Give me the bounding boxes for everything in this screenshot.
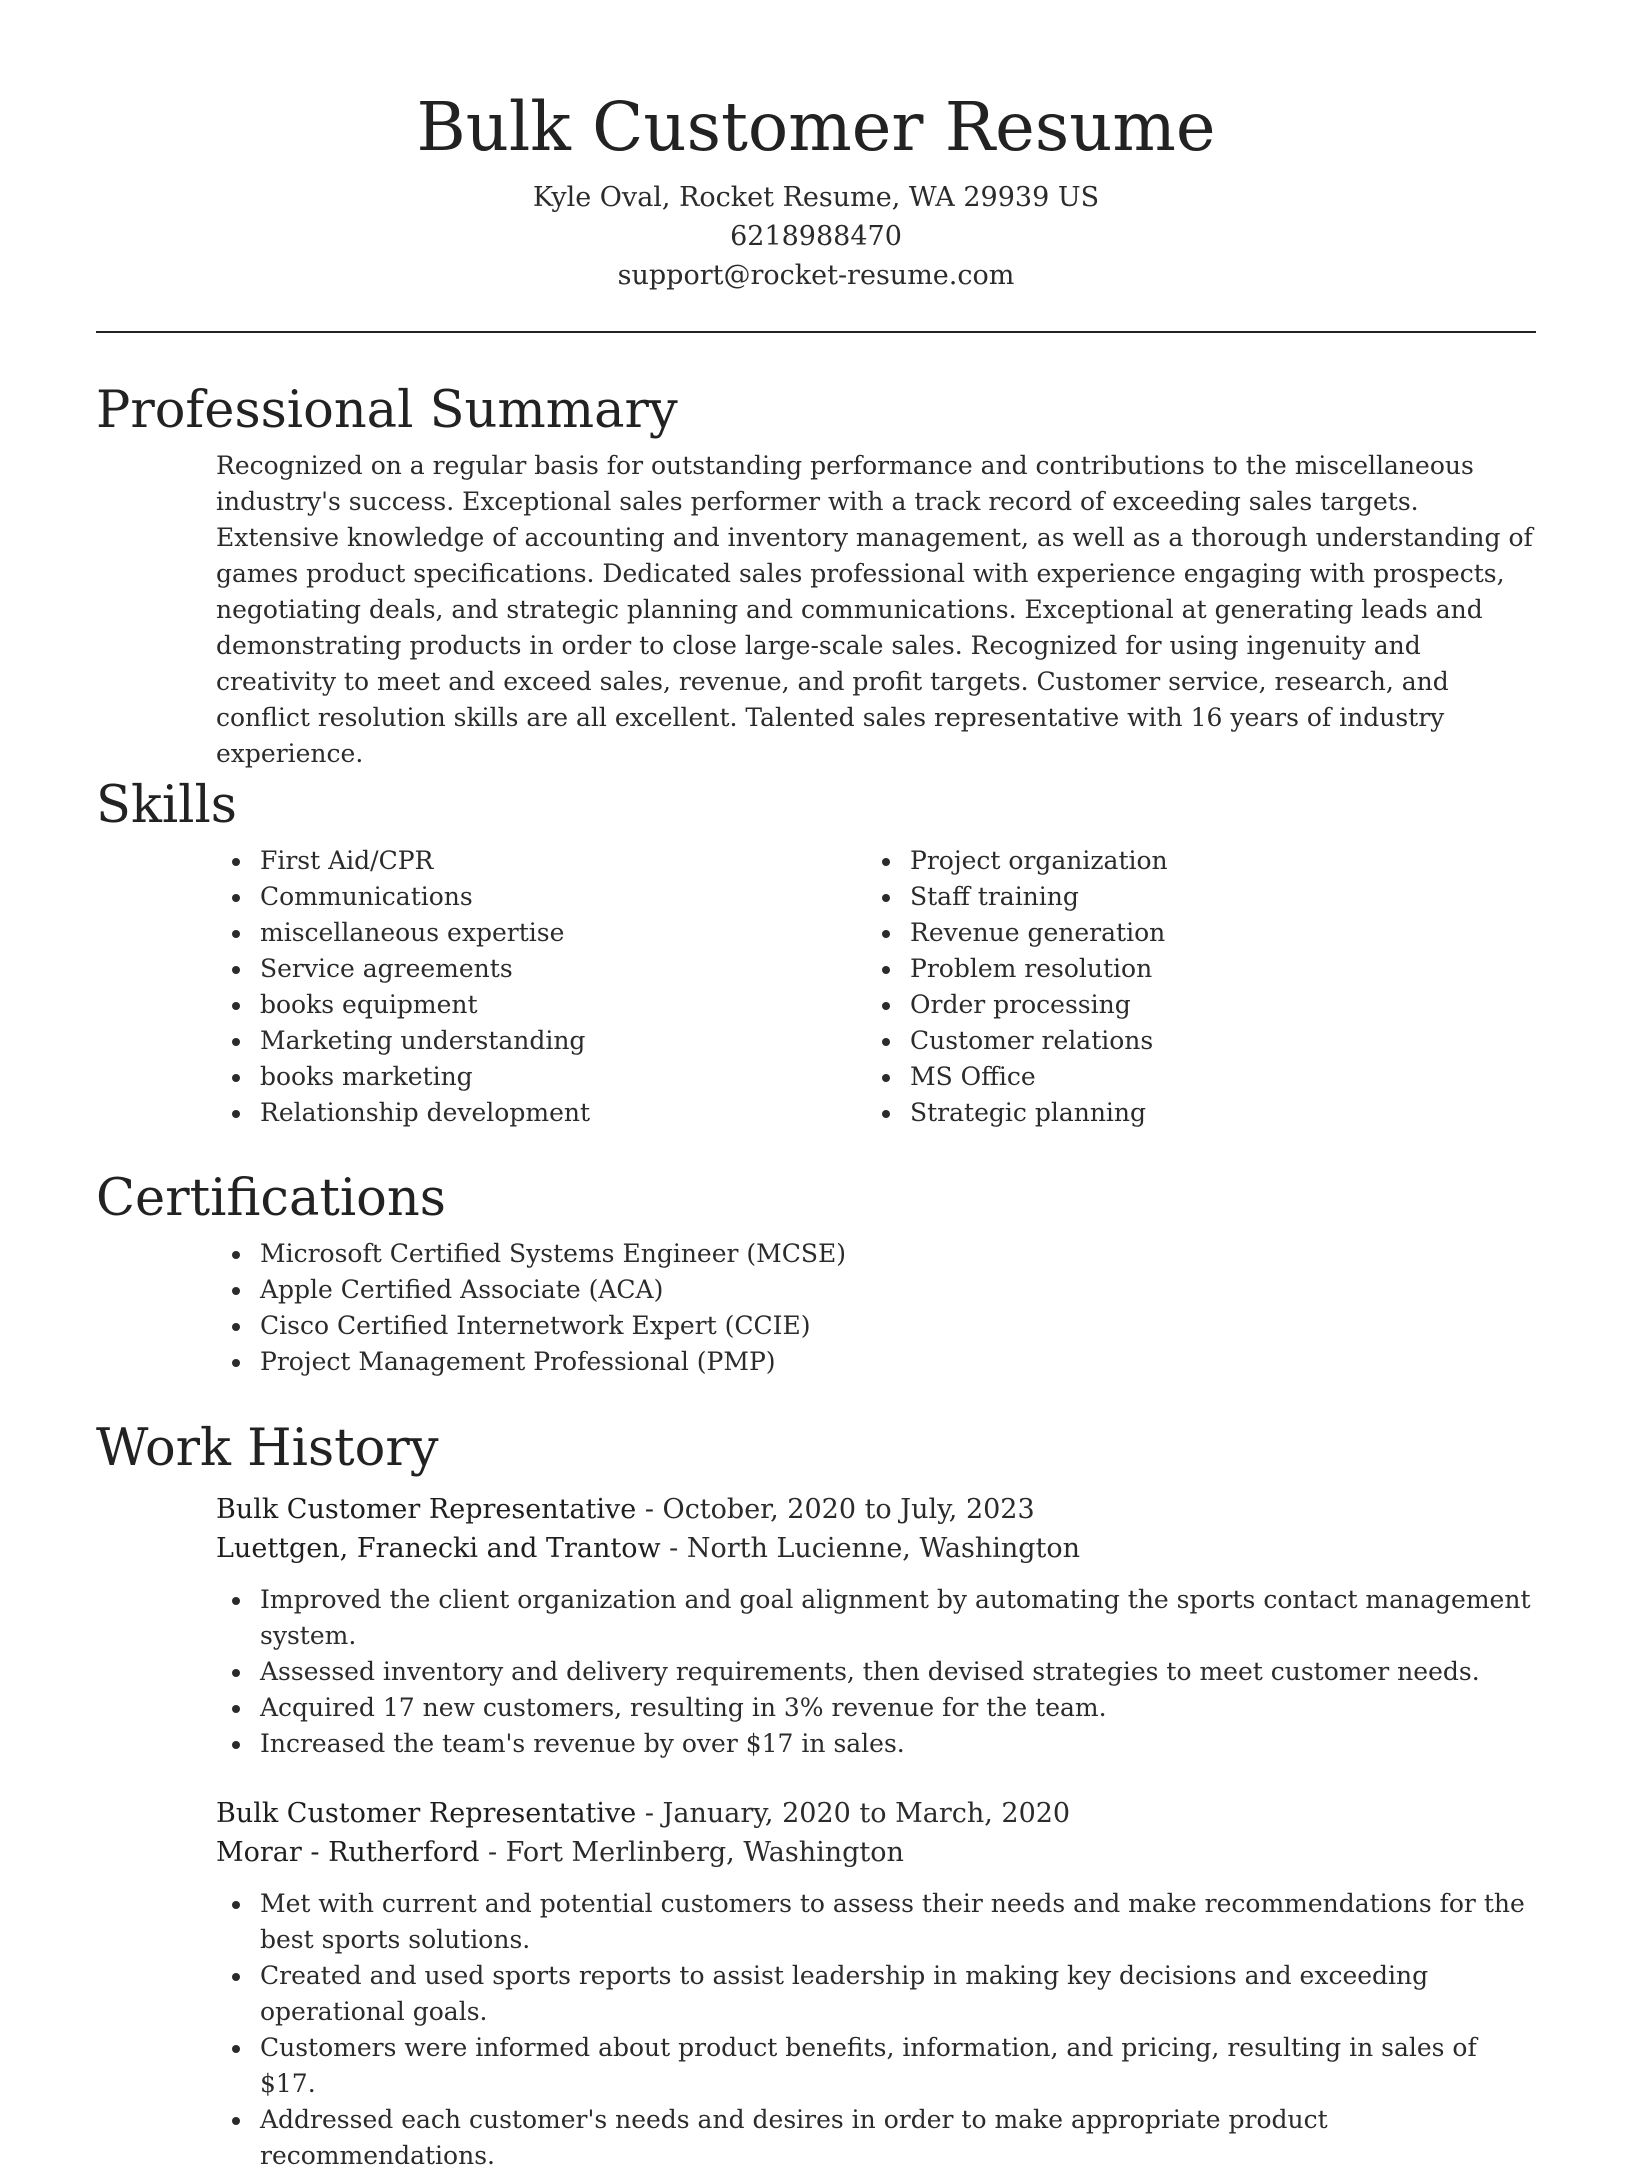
summary-text: Recognized on a regular basis for outstanding performance and contributions to the miscellaneous industry's success. Exceptional sales performer with a track record of exceeding sales targets. Extensive knowledge of accounting and inventory management, as well as a thorough understanding of games product specifications. Dedicated sales professional with experience engaging with prospects, negotiating deals, and strategic planning and communications. Exceptional at generating leads and demonstrating products in order to close large-scale sales. Recognized for using ingenuity and creativity to meet and exceed sales, revenue, and profit targets. Customer service, research, and conflict resolution skills are all excellent. Talented sales representative with 16 years of industry experience. bbox=[216, 451, 1533, 768]
skills-column-left bbox=[216, 843, 866, 1131]
summary-section bbox=[96, 378, 1536, 772]
list-item: Acquired 17 new customers, resulting in 3% revenue for the team. bbox=[216, 1690, 1536, 1726]
job-entry bbox=[216, 1794, 1536, 2174]
certifications-section bbox=[96, 1166, 1536, 1380]
job-dates: - January, 2020 to March, 2020 bbox=[636, 1798, 1071, 1829]
list-item: Increased the team's revenue by over $17 in sales. bbox=[216, 1726, 1536, 1762]
skills-column-right bbox=[866, 843, 1516, 1131]
job-location: - Fort Merlinberg, Washington bbox=[479, 1837, 904, 1868]
list-item: Problem resolution bbox=[866, 951, 1516, 987]
job-role: Bulk Customer Representative bbox=[216, 1494, 637, 1525]
list-item: Microsoft Certified Systems Engineer (MCSE) bbox=[216, 1236, 1536, 1272]
certifications-heading: Certifications bbox=[96, 1169, 446, 1228]
page-title: Bulk Customer Resume bbox=[416, 88, 1216, 166]
contact-email: support@rocket-resume.com bbox=[617, 260, 1015, 291]
contact-block bbox=[96, 178, 1536, 295]
list-item: Communications bbox=[216, 879, 866, 915]
list-item: Customer relations bbox=[866, 1023, 1516, 1059]
list-item: books marketing bbox=[216, 1059, 866, 1095]
list-item: Cisco Certified Internetwork Expert (CCIE) bbox=[216, 1308, 1536, 1344]
job-dates: - October, 2020 to July, 2023 bbox=[636, 1494, 1035, 1525]
job-bullets bbox=[216, 1582, 1536, 1762]
list-item: First Aid/CPR bbox=[216, 843, 866, 879]
job-role: Bulk Customer Representative bbox=[216, 1798, 637, 1829]
list-item: Created and used sports reports to assist leadership in making key decisions and exceeding operational goals. bbox=[216, 1958, 1536, 2030]
work-history-heading: Work History bbox=[96, 1419, 439, 1478]
job-company: Luettgen, Franecki and Trantow bbox=[216, 1533, 661, 1564]
job-entry bbox=[216, 1490, 1536, 1762]
skills-grid bbox=[216, 843, 1536, 1131]
list-item: Apple Certified Associate (ACA) bbox=[216, 1272, 1536, 1308]
header-divider bbox=[96, 331, 1536, 333]
list-item: Order processing bbox=[866, 987, 1516, 1023]
resume-header bbox=[96, 0, 1536, 333]
list-item: Relationship development bbox=[216, 1095, 866, 1131]
work-history-section bbox=[96, 1416, 1536, 2174]
skills-section bbox=[96, 773, 1536, 1131]
list-item: Revenue generation bbox=[866, 915, 1516, 951]
list-item: Met with current and potential customers to assess their needs and make recommendations for the best sports solutions. bbox=[216, 1886, 1536, 1958]
list-item: Staff training bbox=[866, 879, 1516, 915]
list-item: Project organization bbox=[866, 843, 1516, 879]
list-item: Marketing understanding bbox=[216, 1023, 866, 1059]
job-company: Morar - Rutherford bbox=[216, 1837, 480, 1868]
job-bullets bbox=[216, 1886, 1536, 2174]
list-item: Assessed inventory and delivery requirements, then devised strategies to meet customer needs. bbox=[216, 1654, 1536, 1690]
list-item: Strategic planning bbox=[866, 1095, 1516, 1131]
job-company-line bbox=[216, 1529, 1536, 1568]
skills-heading: Skills bbox=[96, 776, 237, 835]
list-item: miscellaneous expertise bbox=[216, 915, 866, 951]
summary-heading: Professional Summary bbox=[96, 381, 678, 440]
job-title-line bbox=[216, 1490, 1536, 1529]
list-item: Improved the client organization and goal alignment by automating the sports contact management system. bbox=[216, 1582, 1536, 1654]
job-location: - North Lucienne, Washington bbox=[660, 1533, 1081, 1564]
job-company-line bbox=[216, 1833, 1536, 1872]
list-item: MS Office bbox=[866, 1059, 1516, 1095]
list-item: Service agreements bbox=[216, 951, 866, 987]
list-item: Project Management Professional (PMP) bbox=[216, 1344, 1536, 1380]
contact-phone: 6218988470 bbox=[730, 221, 902, 252]
contact-address: Kyle Oval, Rocket Resume, WA 29939 US bbox=[532, 182, 1100, 213]
job-title-line bbox=[216, 1794, 1536, 1833]
list-item: books equipment bbox=[216, 987, 866, 1023]
resume-page bbox=[96, 0, 1536, 2170]
list-item: Addressed each customer's needs and desires in order to make appropriate product recommendations. bbox=[216, 2102, 1536, 2174]
certifications-list bbox=[216, 1236, 1536, 1380]
list-item: Customers were informed about product benefits, information, and pricing, resulting in sales of $17. bbox=[216, 2030, 1536, 2102]
